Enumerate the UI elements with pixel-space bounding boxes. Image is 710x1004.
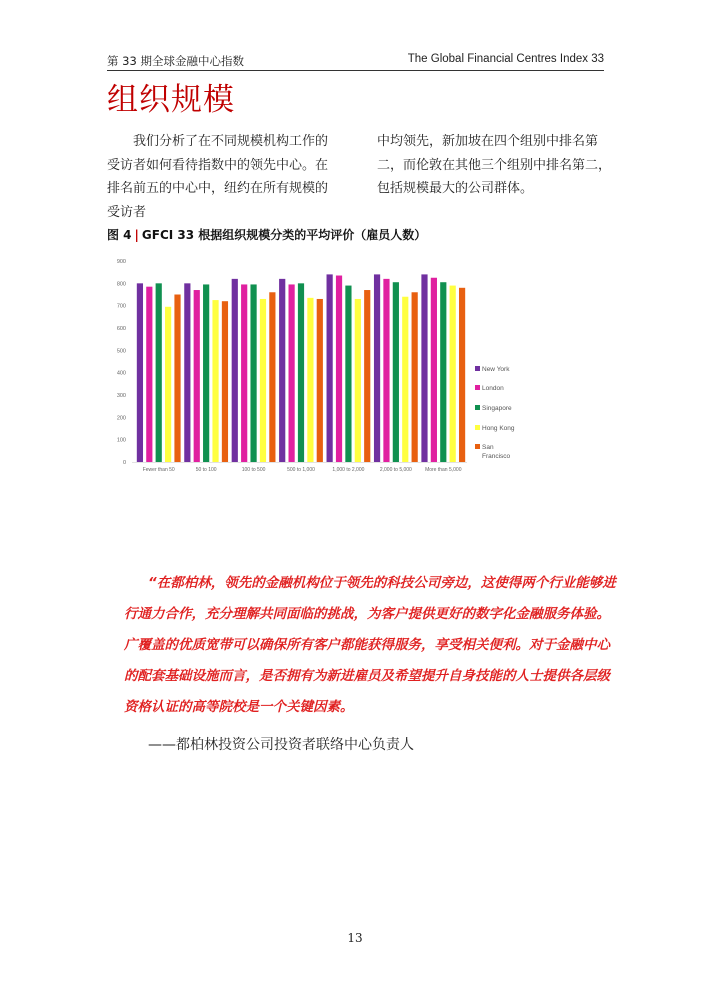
bar-singapore [298,283,304,462]
legend-swatch [475,425,480,430]
bar-new-york [232,279,238,462]
y-tick-label: 900 [116,259,126,265]
bars [137,274,465,462]
bar-singapore [345,286,351,462]
x-tick-label: 2,000 to 5,000 [379,467,412,473]
bar-hong-kong [450,286,456,462]
bar-hong-kong [212,300,218,462]
chart-legend [475,366,515,460]
x-tick-label: More than 5,000 [425,467,462,473]
legend-swatch [475,366,480,371]
bar-new-york [374,274,380,462]
figure-title [107,226,426,243]
bar-chart [107,248,537,483]
y-tick-label: 600 [116,326,126,332]
quote-text: “在都柏林，领先的金融机构位于领先的科技公司旁边，这使得两个行业能够进行通力合作，充分理解共同面临的挑战，为客户提供更好的数字化金融服务体验。广覆盖的优质宽带可以确保所有客户都能获得服务，享受相关便利。对于金融中心的配套基础设施而言，是否拥有为新进雇员及希望提升自身技能的人士提供各层级资格认证的高等院校是一个关键因素。 [124,575,616,715]
legend-swatch [475,444,480,449]
bar-new-york [421,274,427,462]
bar-singapore [393,282,399,462]
bar-san-francisco [222,301,228,462]
figure-caption: GFCI 33 根据组织规模分类的平均评价（雇员人数） [141,228,427,242]
y-tick-label: 800 [116,281,126,288]
y-tick-label: 300 [116,393,126,399]
x-tick-label: 100 to 500 [241,467,266,473]
bar-singapore [250,284,256,462]
legend-swatch [475,405,480,410]
bar-new-york [184,283,190,462]
y-tick-label: 700 [116,303,126,310]
bar-hong-kong [165,307,171,462]
bar-san-francisco [364,290,370,462]
legend-label: London [482,385,504,392]
bar-london [431,278,437,462]
y-tick-label: 200 [116,415,126,422]
section-title: 组织规模 [107,82,235,118]
bar-london [146,287,152,462]
bar-hong-kong [260,299,266,462]
x-tick-label: 50 to 100 [195,467,217,473]
x-axis [132,463,467,474]
quote-attribution: ——都柏林投资公司投资者联络中心负责人 [148,737,414,753]
bar-new-york [279,279,285,462]
bar-london [383,279,389,462]
bar-san-francisco [412,292,418,462]
x-tick-label: 500 to 1,000 [287,467,315,473]
legend-label: San Francisco [482,444,511,460]
bar-new-york [327,274,333,462]
header-left-text: 第 33 期全球金融中心指数 [107,54,244,68]
bar-hong-kong [402,297,408,462]
bar-london [194,290,200,462]
legend-label: New York [482,366,510,373]
bar-hong-kong [355,299,361,462]
legend-label: Singapore [482,405,512,412]
y-tick-label: 0 [122,460,126,466]
figure-number: 图 4 [107,228,132,242]
y-tick-label: 400 [116,370,126,377]
y-axis [117,259,126,466]
bar-san-francisco [317,299,323,462]
x-tick-label: 1,000 to 2,000 [332,467,365,473]
header-right-text: The Global Financial Centres Index 33 [407,53,604,65]
figure-divider: | [134,228,139,242]
y-tick-label: 500 [116,348,126,355]
body-paragraph-left: 我们分析了在不同规模机构工作的受访者如何看待指数中的领先中心。在排名前五的中心中，纽约在所有规模的受访者 [107,134,329,220]
body-paragraph-right: 中均领先，新加坡在四个组别中排名第二，而伦敦在其他三个组别中排名第二，包括规模最大的公司群体。 [377,134,612,196]
bar-hong-kong [307,298,313,462]
page-header [107,52,604,71]
bar-singapore [203,284,209,462]
bar-san-francisco [174,295,180,463]
legend-label: Hong Kong [482,425,515,432]
x-tick-label: Fewer than 50 [142,467,175,473]
bar-london [336,276,342,462]
page-number: 13 [347,931,363,945]
bar-singapore [156,283,162,462]
bar-san-francisco [459,288,465,462]
bar-san-francisco [269,292,275,462]
bar-london [241,284,247,462]
y-tick-label: 100 [116,437,126,444]
bar-singapore [440,282,446,462]
bar-new-york [137,283,143,462]
bar-london [289,284,295,462]
legend-swatch [475,385,480,390]
